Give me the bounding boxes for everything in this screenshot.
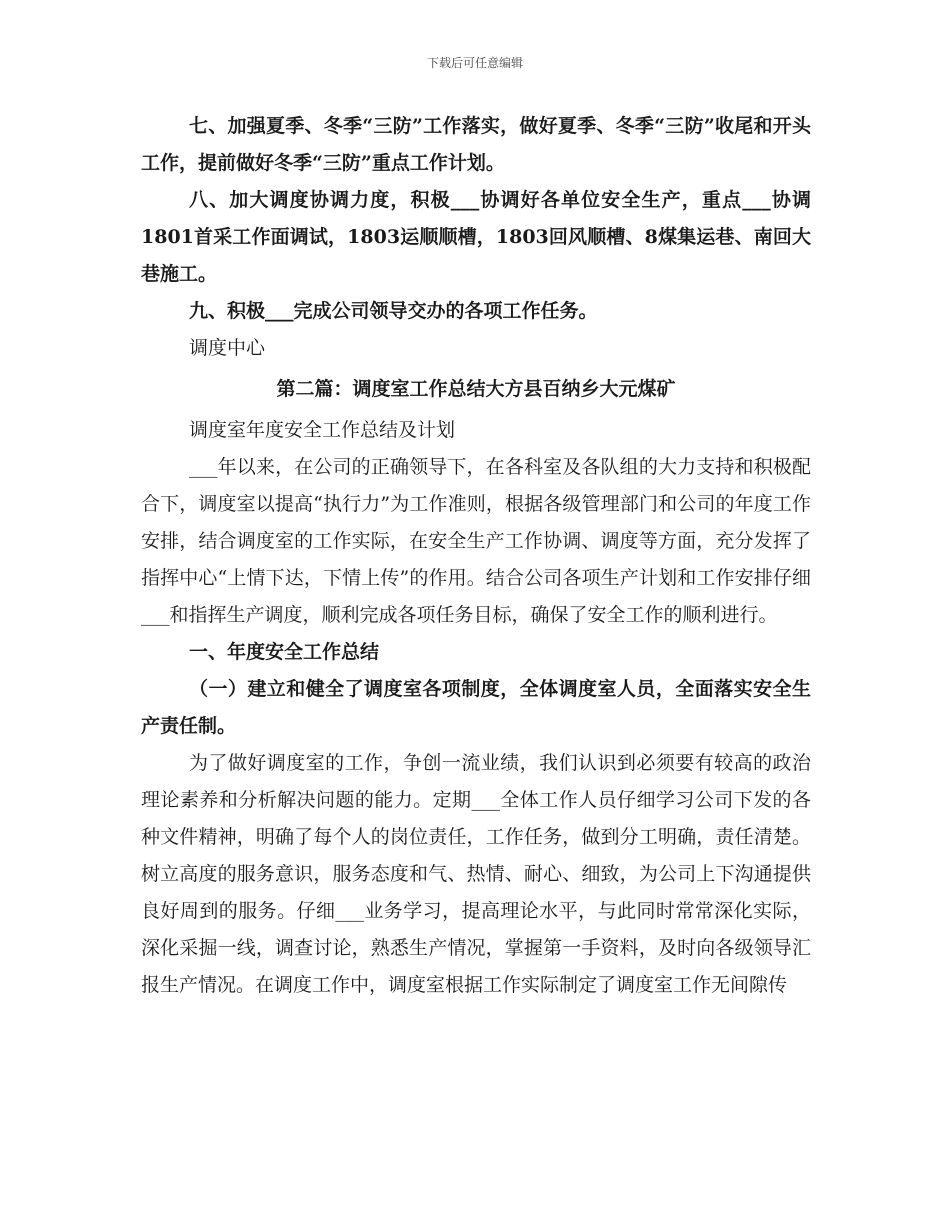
- item-9: 九、积极___完成公司领导交办的各项工作任务。: [189, 300, 598, 322]
- signature: 调度中心: [189, 337, 266, 359]
- document-body: [141, 108, 811, 1004]
- page-header: 下载后可任意编辑: [426, 56, 523, 70]
- subheading-1: （一）建立和健全了调度室各项制度，全体调度室人员，全面落实安全生产责任制。: [141, 678, 811, 737]
- subtitle: 调度室年度安全工作总结及计划: [189, 419, 456, 441]
- heading-1: 一、年度安全工作总结: [189, 641, 380, 663]
- intro-paragraph: ___年以来，在公司的正确领导下，在各科室及各队组的大力支持和积极配合下，调度室以提高“执行力”为工作准则，根据各级管理部门和公司的年度工作安排，结合调度室的工作实际，在安全生产工作协调、调度等方面，充分发挥了指挥中心“上情下达，下情上传”的作用。结合公司各项生产计划和工作安排仔细___和指挥生产调度，顺利完成各项任务目标，确保了安全工作的顺利进行。: [141, 456, 811, 626]
- body-paragraph: 为了做好调度室的工作，争创一流业绩，我们认识到必须要有较高的政治理论素养和分析解决问题的能力。定期___全体工作人员仔细学习公司下发的各种文件精神，明确了每个人的岗位责任，工作任务，做到分工明确，责任清楚。树立高度的服务意识，服务态度和气、热情、耐心、细致，为公司上下沟通提供良好周到的服务。仔细___业务学习，提高理论水平，与此同时常常深化实际，深化采掘一线，调查讨论，熟悉生产情况，掌握第一手资料，及时向各级领导汇报生产情况。在调度工作中，调度室根据工作实际制定了调度室工作无间隙传: [141, 752, 811, 996]
- item-8: 八、加大调度协调力度，积极___协调好各单位安全生产，重点___协调1801首采工作面调试，1803运顺顺槽，1803回风顺槽、8煤集运巷、南回大巷施工。: [141, 189, 811, 285]
- section-title: 第二篇：调度室工作总结大方县百纳乡大元煤矿: [276, 378, 676, 400]
- item-7: 七、加强夏季、冬季“三防”工作落实，做好夏季、冬季“三防”收尾和开头工作，提前做好冬季“三防”重点工作计划。: [141, 115, 811, 174]
